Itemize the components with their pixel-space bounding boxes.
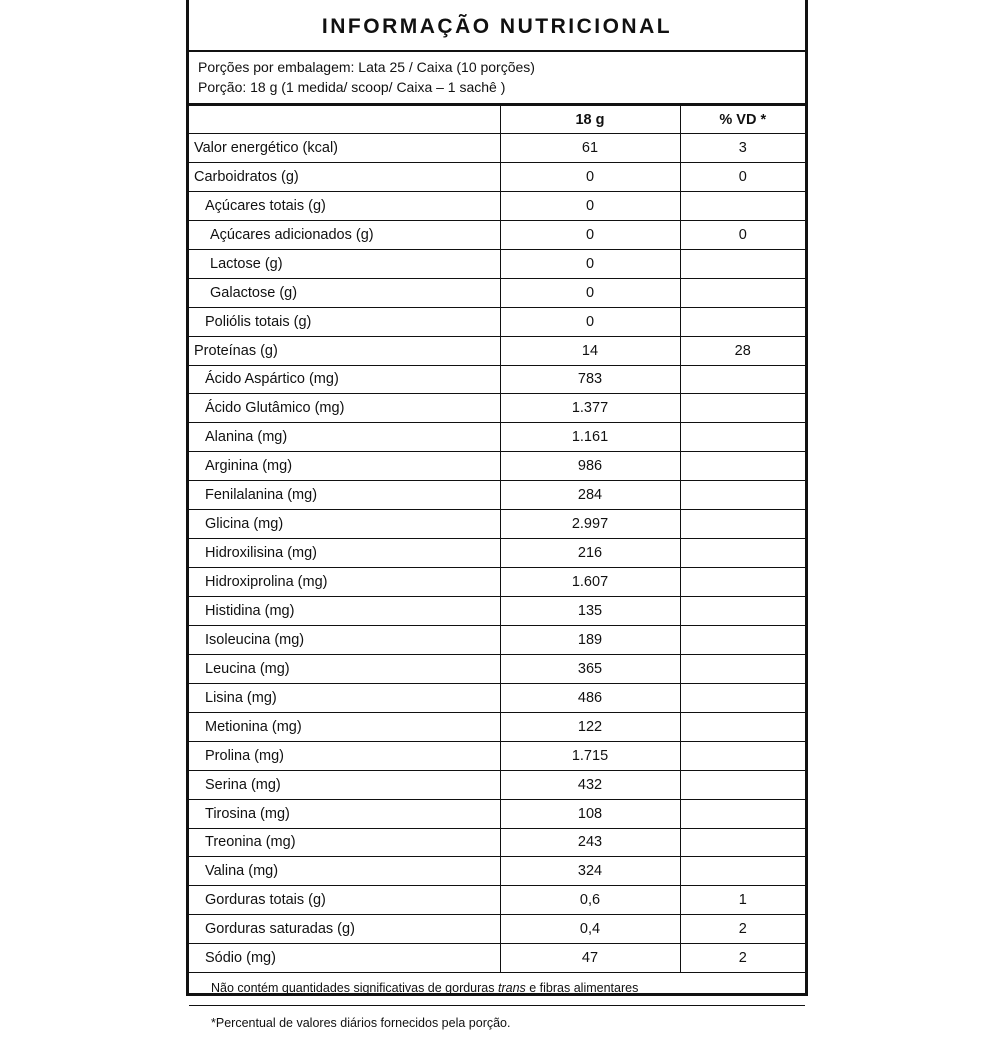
table-row — [189, 770, 805, 799]
row-value: 0 — [500, 307, 680, 336]
row-vd — [680, 625, 805, 654]
row-vd — [680, 654, 805, 683]
row-label: Tirosina (mg) — [189, 799, 500, 828]
table-row — [189, 857, 805, 886]
table-row — [189, 568, 805, 597]
row-label: Açúcares adicionados (g) — [189, 220, 500, 249]
row-vd — [680, 828, 805, 857]
row-value: 0,4 — [500, 915, 680, 944]
table-header-row — [189, 106, 805, 134]
row-value: 61 — [500, 134, 680, 163]
servings-info — [189, 52, 805, 103]
table-row — [189, 336, 805, 365]
row-value: 783 — [500, 365, 680, 394]
table-row — [189, 162, 805, 191]
row-label: Lactose (g) — [189, 249, 500, 278]
row-value: 216 — [500, 539, 680, 568]
row-value: 189 — [500, 625, 680, 654]
table-row — [189, 365, 805, 394]
table-row — [189, 799, 805, 828]
row-value: 1.607 — [500, 568, 680, 597]
portion-size: Porção: 18 g (1 medida/ scoop/ Caixa – 1 sachê ) — [198, 79, 506, 95]
row-vd — [680, 857, 805, 886]
row-label: Valor energético (kcal) — [189, 134, 500, 163]
row-label: Isoleucina (mg) — [189, 625, 500, 654]
table-row — [189, 249, 805, 278]
row-value: 1.161 — [500, 423, 680, 452]
row-vd: 0 — [680, 220, 805, 249]
row-label: Gorduras totais (g) — [189, 886, 500, 915]
header-portion: 18 g — [500, 106, 680, 134]
row-vd — [680, 481, 805, 510]
note-text-start: Não contém quantidades significativas de gorduras — [211, 981, 498, 996]
footnote: *Percentual de valores diários fornecidos pela porção. — [211, 1016, 511, 1031]
row-label: Alanina (mg) — [189, 423, 500, 452]
row-label: Hidroxiprolina (mg) — [189, 568, 500, 597]
row-vd — [680, 307, 805, 336]
row-label: Metionina (mg) — [189, 712, 500, 741]
row-label: Leucina (mg) — [189, 654, 500, 683]
table-row — [189, 683, 805, 712]
row-label: Sódio (mg) — [189, 944, 500, 973]
row-vd — [680, 249, 805, 278]
nutrition-table — [189, 106, 805, 973]
row-vd — [680, 394, 805, 423]
header-vd: % VD * — [680, 106, 805, 134]
row-value: 0 — [500, 191, 680, 220]
row-vd — [680, 539, 805, 568]
table-row — [189, 134, 805, 163]
row-value: 0 — [500, 249, 680, 278]
row-value: 122 — [500, 712, 680, 741]
table-row — [189, 220, 805, 249]
row-label: Ácido Aspártico (mg) — [189, 365, 500, 394]
table-row — [189, 886, 805, 915]
row-vd: 0 — [680, 162, 805, 191]
row-label: Glicina (mg) — [189, 510, 500, 539]
table-row — [189, 654, 805, 683]
row-value: 284 — [500, 481, 680, 510]
row-vd: 3 — [680, 134, 805, 163]
table-row — [189, 597, 805, 626]
row-vd — [680, 423, 805, 452]
row-value: 0 — [500, 162, 680, 191]
row-vd: 28 — [680, 336, 805, 365]
row-label: Galactose (g) — [189, 278, 500, 307]
row-value: 486 — [500, 683, 680, 712]
table-row — [189, 944, 805, 973]
not-significant-note — [189, 973, 805, 1006]
row-label: Proteínas (g) — [189, 336, 500, 365]
table-row — [189, 394, 805, 423]
row-vd — [680, 770, 805, 799]
row-value: 243 — [500, 828, 680, 857]
row-vd — [680, 799, 805, 828]
servings-per-package: Porções por embalagem: Lata 25 / Caixa (10 porções) — [198, 59, 535, 75]
row-value: 135 — [500, 597, 680, 626]
row-value: 2.997 — [500, 510, 680, 539]
table-row — [189, 625, 805, 654]
nutrition-facts-panel — [186, 0, 808, 1031]
row-vd: 2 — [680, 944, 805, 973]
row-label: Histidina (mg) — [189, 597, 500, 626]
row-vd — [680, 510, 805, 539]
row-vd — [680, 712, 805, 741]
row-value: 986 — [500, 452, 680, 481]
table-row — [189, 452, 805, 481]
row-value: 14 — [500, 336, 680, 365]
row-vd — [680, 683, 805, 712]
table-row — [189, 712, 805, 741]
row-value: 0,6 — [500, 886, 680, 915]
table-row — [189, 828, 805, 857]
row-value: 365 — [500, 654, 680, 683]
row-label: Açúcares totais (g) — [189, 191, 500, 220]
row-value: 1.715 — [500, 741, 680, 770]
table-row — [189, 481, 805, 510]
row-label: Ácido Glutâmico (mg) — [189, 394, 500, 423]
row-vd — [680, 365, 805, 394]
note-text-italic: trans — [497, 981, 526, 996]
table-row — [189, 423, 805, 452]
row-vd — [680, 741, 805, 770]
table-row — [189, 510, 805, 539]
row-value: 324 — [500, 857, 680, 886]
panel-title: INFORMAÇÃO NUTRICIONAL — [189, 0, 805, 52]
row-vd: 1 — [680, 886, 805, 915]
row-label: Carboidratos (g) — [189, 162, 500, 191]
table-row — [189, 741, 805, 770]
row-label: Valina (mg) — [189, 857, 500, 886]
row-value: 1.377 — [500, 394, 680, 423]
table-row — [189, 915, 805, 944]
row-vd — [680, 191, 805, 220]
row-label: Serina (mg) — [189, 770, 500, 799]
row-label: Gorduras saturadas (g) — [189, 915, 500, 944]
table-row — [189, 539, 805, 568]
row-label: Hidroxilisina (mg) — [189, 539, 500, 568]
row-vd — [680, 278, 805, 307]
table-row — [189, 191, 805, 220]
row-label: Fenilalanina (mg) — [189, 481, 500, 510]
row-label: Prolina (mg) — [189, 741, 500, 770]
row-value: 0 — [500, 278, 680, 307]
note-text-end: e fibras alimentares — [525, 981, 639, 996]
row-value: 432 — [500, 770, 680, 799]
header-label-cell — [189, 106, 500, 134]
row-label: Treonina (mg) — [189, 828, 500, 857]
row-value: 47 — [500, 944, 680, 973]
row-vd — [680, 568, 805, 597]
row-vd: 2 — [680, 915, 805, 944]
table-row — [189, 307, 805, 336]
table-row — [189, 278, 805, 307]
row-label: Arginina (mg) — [189, 452, 500, 481]
row-label: Lisina (mg) — [189, 683, 500, 712]
row-vd — [680, 597, 805, 626]
row-value: 108 — [500, 799, 680, 828]
row-value: 0 — [500, 220, 680, 249]
row-vd — [680, 452, 805, 481]
row-label: Poliólis totais (g) — [189, 307, 500, 336]
